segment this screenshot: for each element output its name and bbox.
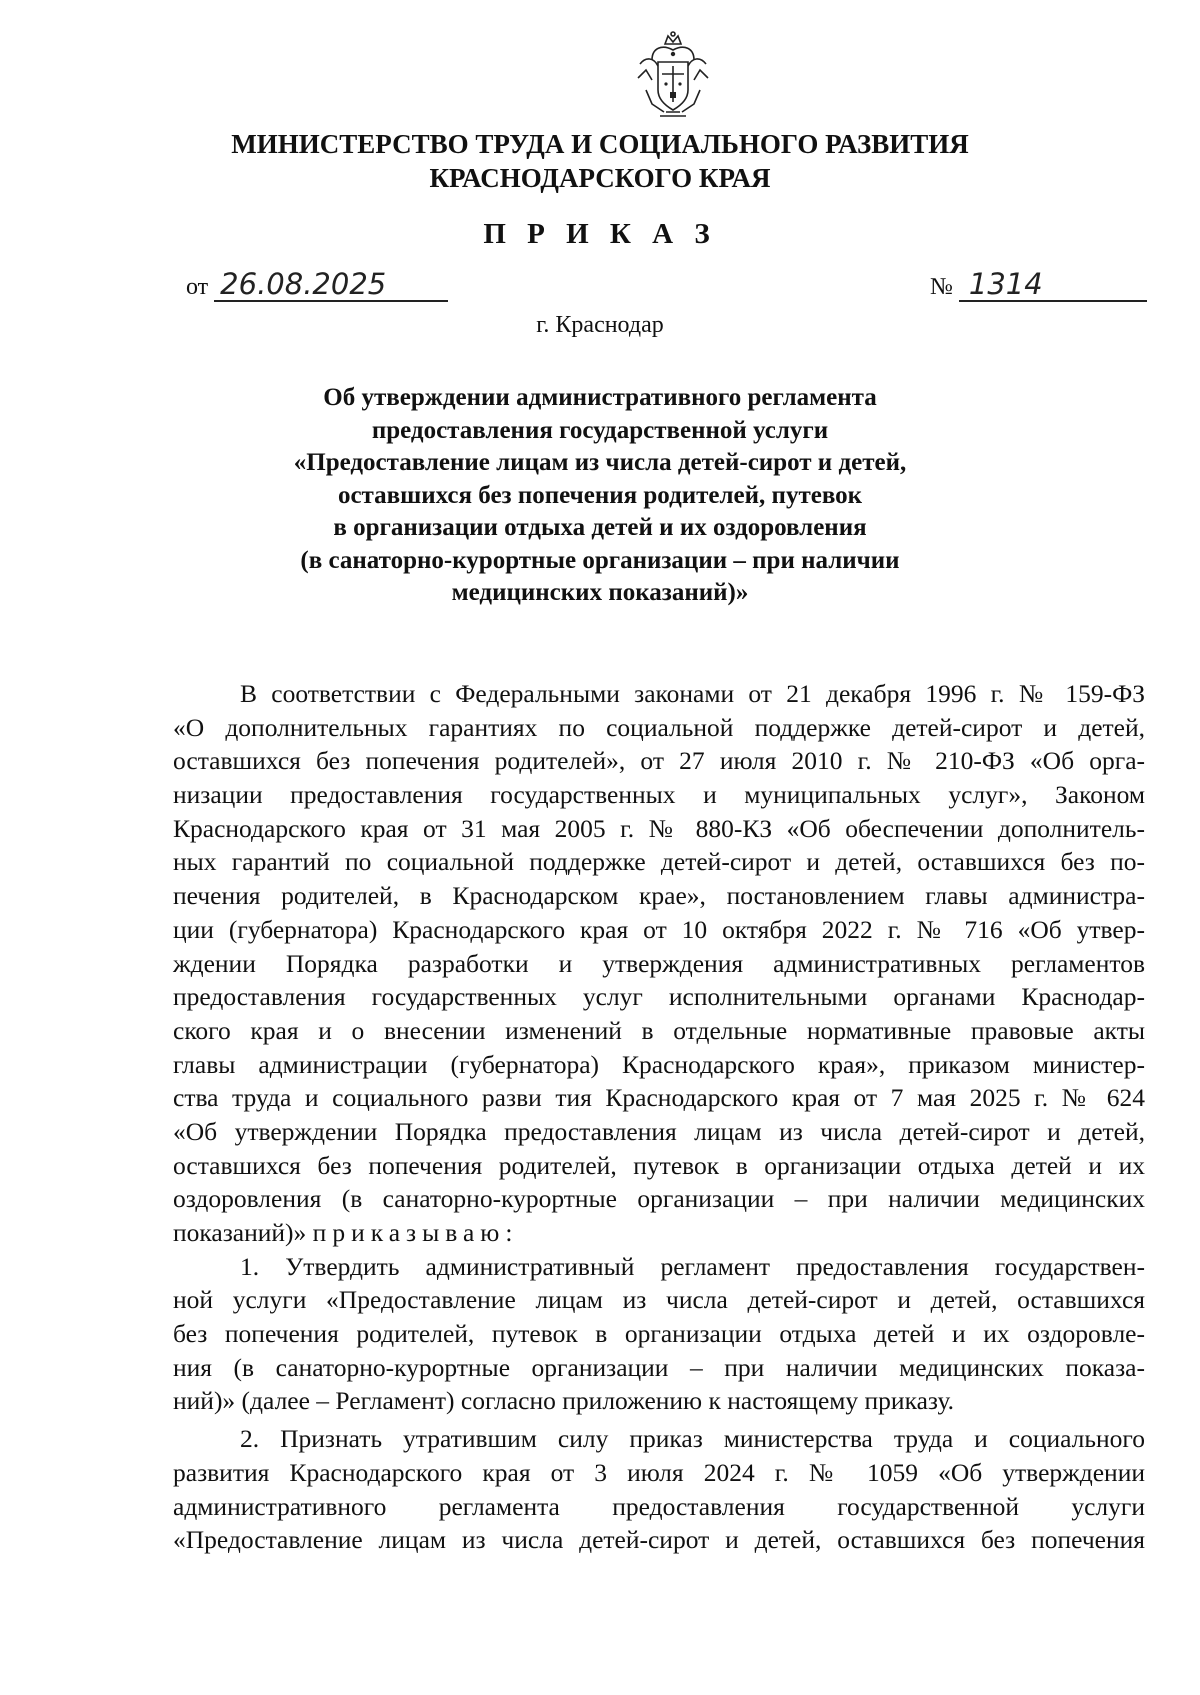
subject-line: оставшихся без попечения родителей, путевок	[337, 481, 863, 509]
body-line: 2. Признать утратившим силу приказ министерства труда и социального	[240, 1424, 1145, 1454]
subject-line: (в санаторно-курортные организации – при наличии	[300, 546, 900, 574]
preamble-paragraph	[173, 677, 1145, 1250]
date-prefix: от	[186, 274, 209, 300]
subject-line: предоставления государственной услуги	[371, 416, 829, 444]
body-line: В соответствии с Федеральными законами от 21 декабря 1996 г. № 159-ФЗ	[240, 679, 1145, 708]
order-directive-word: приказываю:	[312, 1218, 519, 1247]
body-line: ния (в санаторно-курортные организации – при наличии медицинских показа-	[173, 1352, 1145, 1382]
order-number: 1314	[959, 268, 1147, 302]
number-prefix: №	[930, 274, 953, 300]
body-line: ных гарантий по социальной поддержке детей-сирот и детей, оставшихся без по-	[173, 847, 1145, 877]
subject-line: «Предоставление лицам из числа детей-сирот и детей,	[293, 449, 907, 476]
city-name: г. Краснодар	[536, 312, 664, 338]
ministry-name-line1: МИНИСТЕРСТВО ТРУДА И СОЦИАЛЬНОГО РАЗВИТИЯ	[231, 129, 969, 159]
body-line: оставшихся без попечения родителей», от 27 июля 2010 г. № 210-ФЗ «Об орга-	[173, 746, 1145, 776]
subject-line: в организации отдыха детей и их оздоровления	[333, 514, 867, 541]
order-date-row	[186, 268, 448, 302]
body-line: главы администрации (губернатора) Краснодарского края», приказом министер-	[173, 1049, 1145, 1079]
body-line: ной услуги «Предоставление лицам из числа детей-сирот и детей, оставшихся	[173, 1285, 1145, 1315]
document-type-title: П Р И К А З	[483, 218, 717, 250]
body-line: Краснодарского края от 31 мая 2005 г. № 880-КЗ «Об обеспечении дополнитель-	[173, 813, 1145, 843]
body-line: административного регламента предоставления государственной услуги	[173, 1491, 1145, 1521]
order-number-row	[930, 268, 1147, 302]
body-line: ний)» (далее – Регламент) согласно приложению к настоящему приказу.	[173, 1386, 955, 1416]
body-line: «Предоставление лицам из числа детей-сирот и детей, оставшихся без попечения	[173, 1525, 1145, 1555]
body-line: развития Краснодарского края от 3 июля 2024 г. № 1059 «Об утверждении	[173, 1457, 1145, 1487]
order-date: 26.08.2025	[214, 268, 448, 302]
body-line: «Об утверждении Порядка предоставления лицам из числа детей-сирот и детей,	[173, 1116, 1145, 1146]
body-line: ждении Порядка разработки и утверждения административных регламентов	[173, 948, 1145, 978]
order-body	[173, 677, 1145, 1557]
body-line: без попечения родителей, путевок в организации отдыха детей и их оздоровле-	[173, 1319, 1145, 1349]
coat-of-arms-emblem	[632, 30, 714, 122]
body-line: низации предоставления государственных и муниципальных услуг», Законом	[173, 780, 1145, 810]
clause-2-paragraph	[173, 1422, 1145, 1557]
body-line: оставшихся без попечения родителей, путевок в организации отдыха детей и их	[173, 1150, 1145, 1180]
body-line: ции (губернатора) Краснодарского края от 10 октября 2022 г. № 716 «Об утвер-	[173, 914, 1145, 944]
body-line: 1. Утвердить административный регламент предоставления государствен-	[240, 1251, 1145, 1281]
body-line: ского края и о внесении изменений в отдельные нормативные правовые акты	[173, 1015, 1145, 1045]
body-line	[173, 1216, 1145, 1250]
body-line: предоставления государственных услуг исполнительными органами Краснодар-	[173, 982, 1145, 1012]
body-line: ства труда и социального разви тия Краснодарского края от 7 мая 2025 г. № 624	[173, 1083, 1145, 1113]
ministry-name-line2: КРАСНОДАРСКОГО КРАЯ	[429, 163, 771, 193]
body-line-text: показаний)»	[173, 1218, 307, 1247]
body-line: оздоровления (в санаторно-курортные организации – при наличии медицинских	[173, 1184, 1145, 1214]
subject-line: медицинских показаний)»	[451, 579, 749, 606]
body-line: печения родителей, в Краснодарском крае», постановлением главы администра-	[173, 881, 1145, 911]
order-subject	[160, 382, 1040, 610]
body-line: «О дополнительных гарантиях по социальной поддержке детей-сирот и детей,	[173, 712, 1145, 742]
subject-line: Об утверждении административного регламента	[323, 384, 877, 411]
clause-1-paragraph	[173, 1250, 1145, 1418]
